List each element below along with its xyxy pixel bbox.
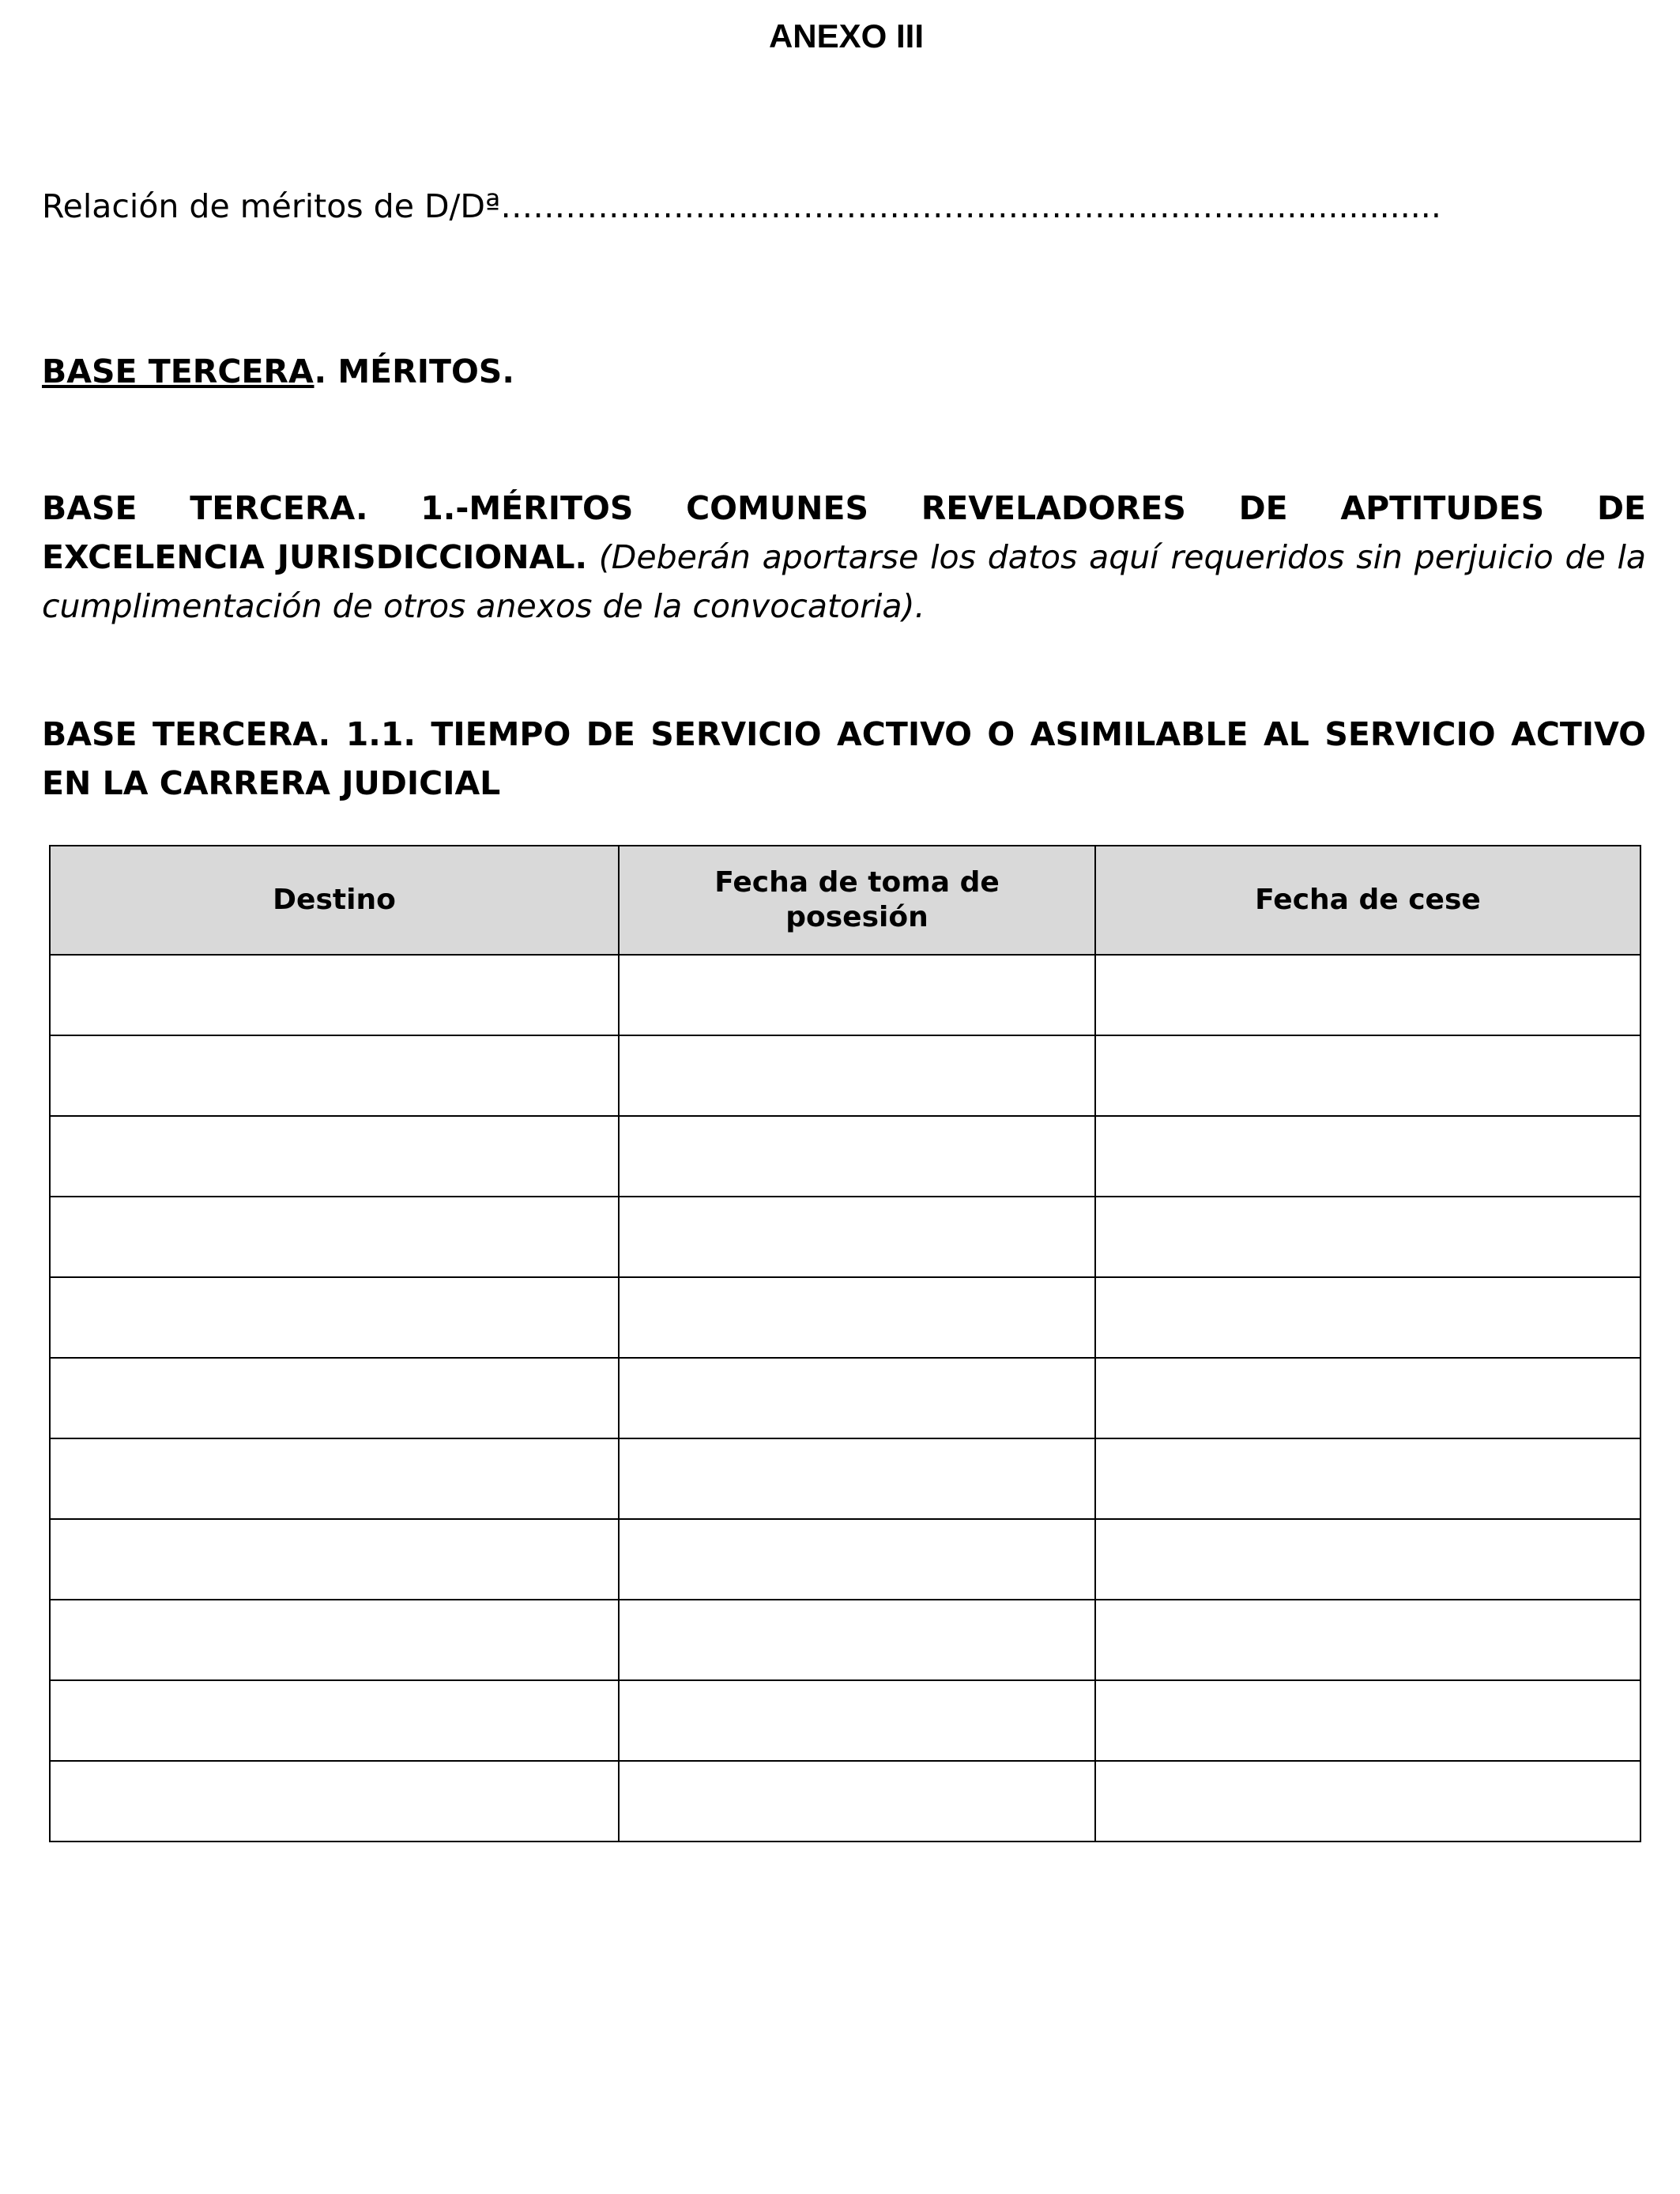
section-1-1-heading: BASE TERCERA. 1.1. TIEMPO DE SERVICIO ACTIVO O ASIMILABLE AL SERVICIO ACTIVO EN LA CARRERA JUDICIAL	[42, 715, 1646, 802]
table-row	[50, 1035, 1640, 1116]
cell-fecha-cese[interactable]	[1095, 1277, 1640, 1358]
cell-fecha-toma[interactable]	[619, 1197, 1095, 1277]
cell-fecha-cese[interactable]	[1095, 1358, 1640, 1438]
cell-fecha-toma[interactable]	[619, 1438, 1095, 1519]
table-row	[50, 955, 1640, 1035]
table-row	[50, 1277, 1640, 1358]
table-row	[50, 1680, 1640, 1761]
section-1-title-line1: BASE TERCERA. 1.-MÉRITOS COMUNES REVELADORES DE APTITUDES DE	[42, 489, 1646, 527]
table-body	[50, 955, 1640, 1842]
cell-fecha-cese[interactable]	[1095, 1035, 1640, 1116]
column-header-label: Destino	[273, 884, 396, 916]
cell-fecha-cese[interactable]	[1095, 1761, 1640, 1842]
table-row	[50, 1197, 1640, 1277]
cell-destino[interactable]	[50, 1358, 619, 1438]
section-1-paragraph	[42, 484, 1646, 631]
section-1-title-line2: EXCELENCIA JURISDICCIONAL.	[42, 538, 588, 576]
cell-fecha-cese[interactable]	[1095, 1197, 1640, 1277]
base-heading-rest: . MÉRITOS.	[314, 352, 514, 390]
table-row	[50, 1761, 1640, 1842]
table-row	[50, 1438, 1640, 1519]
cell-fecha-cese[interactable]	[1095, 955, 1640, 1035]
cell-destino[interactable]	[50, 1600, 619, 1680]
cell-destino[interactable]	[50, 1116, 619, 1197]
cell-fecha-toma[interactable]	[619, 1116, 1095, 1197]
column-header-label: Fecha de toma de posesión	[714, 866, 1000, 933]
cell-fecha-cese[interactable]	[1095, 1116, 1640, 1197]
cell-destino[interactable]	[50, 1197, 619, 1277]
service-time-table	[49, 845, 1641, 1842]
cell-destino[interactable]	[50, 955, 619, 1035]
column-header-destino	[50, 846, 619, 955]
cell-fecha-cese[interactable]	[1095, 1680, 1640, 1761]
cell-fecha-cese[interactable]	[1095, 1438, 1640, 1519]
cell-destino[interactable]	[50, 1035, 619, 1116]
cell-destino[interactable]	[50, 1761, 619, 1842]
column-header-fecha-cese	[1095, 846, 1640, 955]
cell-destino[interactable]	[50, 1438, 619, 1519]
cell-fecha-toma[interactable]	[619, 1600, 1095, 1680]
cell-fecha-toma[interactable]	[619, 1358, 1095, 1438]
table-row	[50, 1116, 1640, 1197]
cell-destino[interactable]	[50, 1680, 619, 1761]
cell-fecha-cese[interactable]	[1095, 1600, 1640, 1680]
cell-destino[interactable]	[50, 1519, 619, 1600]
base-heading-underlined: BASE TERCERA	[42, 352, 315, 390]
cell-fecha-toma[interactable]	[619, 955, 1095, 1035]
relation-line	[42, 182, 1441, 231]
table-row	[50, 1519, 1640, 1600]
section-1-note: (Deberán aportarse los datos aquí requeridos sin perjuicio de la cumplimentación de otros anexos de la convocatoria).	[42, 538, 1646, 625]
table-row	[50, 1358, 1640, 1438]
relation-label: Relación de méritos de D/Dª	[42, 187, 501, 225]
cell-fecha-toma[interactable]	[619, 1680, 1095, 1761]
cell-destino[interactable]	[50, 1277, 619, 1358]
base-heading	[42, 348, 514, 395]
column-header-fecha-toma	[619, 846, 1095, 955]
column-header-label: Fecha de cese	[1255, 884, 1481, 916]
cell-fecha-cese[interactable]	[1095, 1519, 1640, 1600]
relation-name-blank[interactable]: ……………………………………………………………...................	[500, 187, 1441, 225]
cell-fecha-toma[interactable]	[619, 1277, 1095, 1358]
table-header-row	[50, 846, 1640, 955]
cell-fecha-toma[interactable]	[619, 1035, 1095, 1116]
cell-fecha-toma[interactable]	[619, 1761, 1095, 1842]
table-row	[50, 1600, 1640, 1680]
annex-title: ANEXO III	[768, 17, 925, 55]
cell-fecha-toma[interactable]	[619, 1519, 1095, 1600]
